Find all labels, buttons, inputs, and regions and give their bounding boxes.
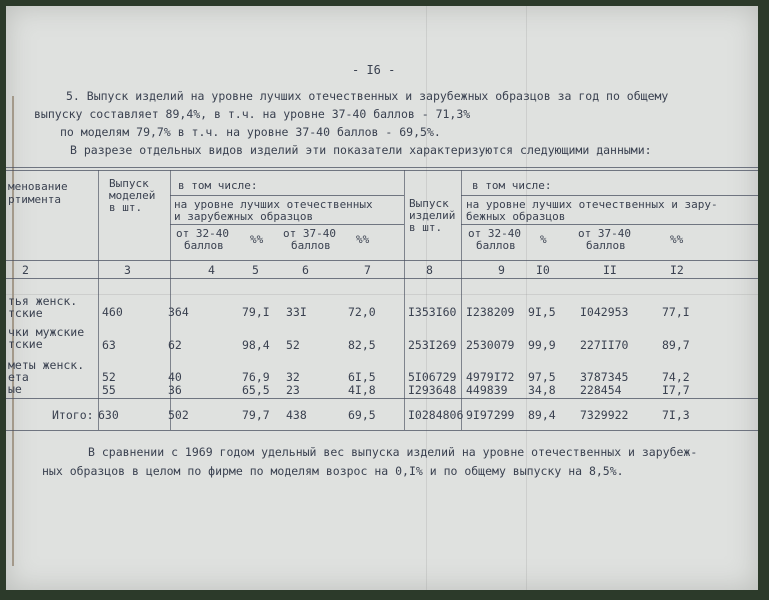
intro-line-2: выпуску составляет 89,4%, в т.ч. на уровне 37-40 баллов - 71,3%	[34, 107, 471, 121]
intro-line-4: В разрезе отдельных видов изделий эти показатели характеризуются следующими данными:	[70, 143, 652, 157]
cell: 3787345	[580, 370, 629, 384]
total-label: Итого:	[52, 408, 94, 422]
header-best: на уровне лучших отечественных	[174, 198, 373, 211]
header-items: изделий	[409, 209, 456, 222]
page-number: - I6 -	[352, 63, 396, 77]
cell: I042953	[580, 305, 629, 319]
cell: 89,7	[662, 338, 690, 352]
table-rule	[6, 170, 758, 171]
table-rule	[404, 170, 405, 430]
cell: 502	[168, 408, 189, 422]
cell: 34,8	[528, 383, 556, 397]
cell: 5I06729	[408, 370, 457, 384]
cell: 33I	[286, 305, 307, 319]
cell: 4I,8	[348, 383, 376, 397]
table-rule	[461, 170, 462, 430]
cell: 74,2	[662, 370, 690, 384]
cell: I293648	[408, 383, 457, 397]
header-models: моделей	[109, 189, 156, 202]
cell: 52	[286, 338, 300, 352]
table-rule	[6, 167, 758, 168]
cell: 69,5	[348, 408, 376, 422]
header-pct: %%	[356, 233, 370, 246]
cell: I238209	[466, 305, 515, 319]
cell: 2530079	[466, 338, 515, 352]
table-rule	[98, 170, 99, 430]
cell: 99,9	[528, 338, 556, 352]
header-best: бежных образцов	[466, 210, 566, 223]
header-pct: %%	[250, 233, 264, 246]
header-in-total: в том числе:	[178, 179, 258, 192]
header-37-40: баллов	[586, 239, 626, 252]
cell: I0284806	[408, 408, 464, 422]
cell: 62	[168, 338, 182, 352]
table-rule	[461, 224, 758, 225]
header-32-40: баллов	[476, 239, 516, 252]
row-name: ета	[8, 370, 29, 384]
column-number: 3	[124, 263, 131, 277]
cell: 253I269	[408, 338, 457, 352]
header-best: и зарубежных образцов	[174, 210, 314, 223]
table-rule	[6, 398, 758, 399]
header-items: Выпуск	[409, 197, 449, 210]
table-rule	[170, 195, 404, 196]
column-number: 6	[302, 263, 309, 277]
column-number: 9	[498, 263, 505, 277]
column-number: I0	[536, 263, 550, 277]
column-number: 8	[426, 263, 433, 277]
cell: 460	[102, 305, 123, 319]
table-rule	[461, 195, 758, 196]
cell: 98,4	[242, 338, 270, 352]
table-rule	[6, 260, 758, 261]
document-page	[6, 6, 758, 590]
header-pct: %	[540, 233, 547, 246]
cell: 9I97299	[466, 408, 515, 422]
cell: 4979I72	[466, 370, 515, 384]
row-name: тские	[8, 306, 43, 320]
conclusion-line-2: ных образцов в целом по фирме по моделям возрос на 0,I% и по общему выпуску на 8,5%.	[42, 464, 624, 478]
cell: 40	[168, 370, 182, 384]
row-name: ые	[8, 382, 22, 396]
cell: I7,7	[662, 383, 690, 397]
header-models: Выпуск	[109, 177, 149, 190]
cell: 6I,5	[348, 370, 376, 384]
header-models: в шт.	[109, 201, 143, 214]
cell: 65,5	[242, 383, 270, 397]
cell: 97,5	[528, 370, 556, 384]
header-name: ртимента	[8, 193, 61, 206]
header-items: в шт.	[409, 221, 443, 234]
header-32-40: от 32-40	[176, 227, 229, 240]
cell: 36	[168, 383, 182, 397]
cell: 7329922	[580, 408, 629, 422]
column-number: 4	[208, 263, 215, 277]
cell: 32	[286, 370, 300, 384]
table-rule	[6, 278, 758, 279]
intro-line-3: по моделям 79,7% в т.ч. на уровне 37-40 баллов - 69,5%.	[60, 125, 441, 139]
cell: 7I,3	[662, 408, 690, 422]
cell: 89,4	[528, 408, 556, 422]
cell: 79,7	[242, 408, 270, 422]
cell: 55	[102, 383, 116, 397]
table-rule	[6, 430, 758, 431]
column-number: 5	[252, 263, 259, 277]
paper-fold	[6, 294, 758, 295]
column-number: 7	[364, 263, 371, 277]
header-37-40: баллов	[291, 239, 331, 252]
intro-line-1: 5. Выпуск изделий на уровне лучших отечественных и зарубежных образцов за год по общему	[66, 89, 669, 103]
header-32-40: от 32-40	[468, 227, 521, 240]
header-pct: %%	[670, 233, 684, 246]
column-number: 2	[22, 263, 29, 277]
cell: 63	[102, 338, 116, 352]
cell: 77,I	[662, 305, 690, 319]
cell: 228454	[580, 383, 622, 397]
conclusion-line-1: В сравнении с 1969 годом удельный вес выпуска изделий на уровне отечественных и зарубеж-	[88, 445, 698, 459]
row-name: тские	[8, 337, 43, 351]
cell: 630	[98, 408, 119, 422]
header-37-40: от 37-40	[578, 227, 631, 240]
row-name: меты женск.	[8, 358, 85, 372]
cell: 72,0	[348, 305, 376, 319]
column-number: II	[603, 263, 617, 277]
row-name: тья женск.	[8, 294, 78, 308]
cell: 52	[102, 370, 116, 384]
header-37-40: от 37-40	[283, 227, 336, 240]
cell: 9I,5	[528, 305, 556, 319]
table-rule	[170, 224, 404, 225]
column-number: I2	[670, 263, 684, 277]
cell: 364	[168, 305, 189, 319]
cell: 438	[286, 408, 307, 422]
cell: 76,9	[242, 370, 270, 384]
cell: 227II70	[580, 338, 629, 352]
cell: 82,5	[348, 338, 376, 352]
cell: 23	[286, 383, 300, 397]
header-best: на уровне лучших отечественных и зару-	[466, 198, 718, 211]
cell: 449839	[466, 383, 508, 397]
cell: 79,I	[242, 305, 270, 319]
header-name: менование	[8, 180, 68, 193]
header-32-40: баллов	[184, 239, 224, 252]
row-name: чки мужские	[8, 325, 85, 339]
cell: I353I60	[408, 305, 457, 319]
header-in-total: в том числе:	[472, 179, 552, 192]
